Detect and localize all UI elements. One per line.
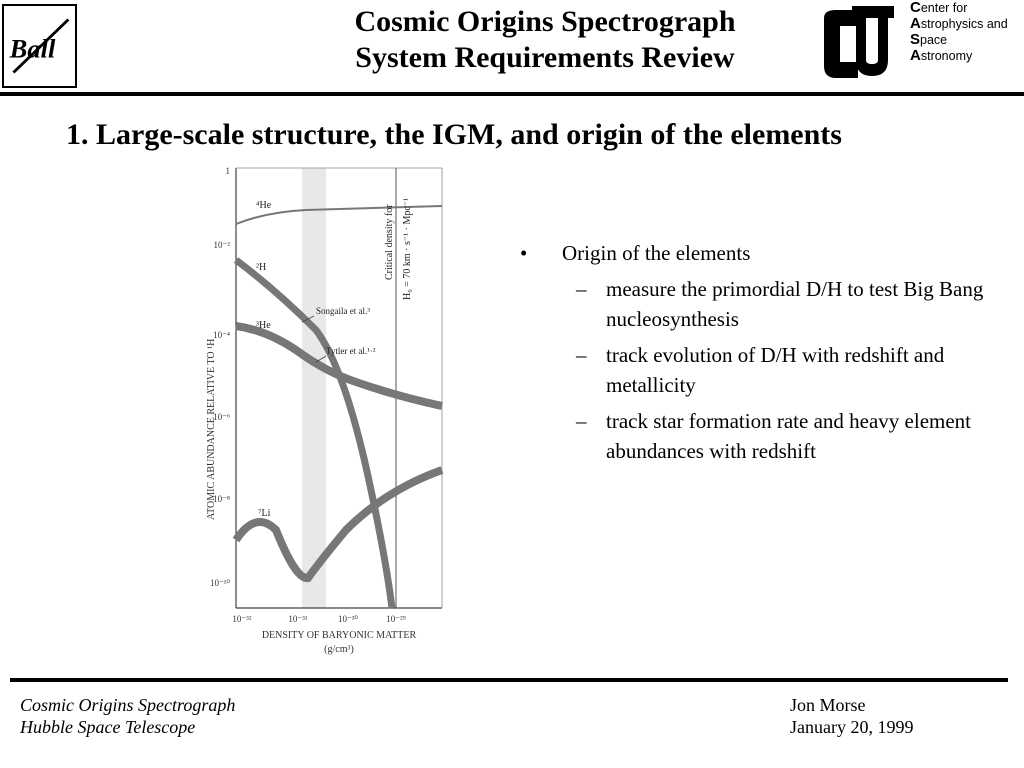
- y-axis-label: ATOMIC ABUNDANCE RELATIVE TO ¹H: [206, 338, 217, 520]
- y-tick-label: 10⁻⁴: [213, 330, 230, 340]
- sub-bullet-marker: –: [576, 277, 587, 301]
- y-tick-label: 10⁻¹⁰: [209, 578, 230, 588]
- y-tick-label: 10⁻⁸: [213, 494, 230, 504]
- y-tick-label: 10⁻⁶: [213, 412, 230, 422]
- footer-telescope: Hubble Space Telescope: [20, 717, 196, 737]
- casa-line: Space: [910, 31, 948, 48]
- x-tick-label: 10⁻³²: [232, 614, 252, 624]
- h2-label: ²H: [256, 262, 267, 273]
- footer-author: Jon Morse: [790, 695, 866, 715]
- ball-logo-mark: [4, 6, 75, 86]
- sub-bullet-text: measure the primordial D/H to test Big Bang nucleosynthesis: [606, 277, 984, 331]
- footer-divider: [10, 678, 1008, 682]
- bullet-marker: •: [520, 241, 528, 265]
- songaila-annotation: Songaila et al.³: [316, 306, 370, 316]
- sub-bullet-item: [520, 340, 1000, 400]
- sub-bullet-marker: –: [576, 409, 587, 433]
- y-tick-label: 10⁻²: [213, 240, 230, 250]
- sub-bullet-text: track star formation rate and heavy element abundances with redshift: [606, 409, 971, 463]
- li7-curve: [236, 470, 442, 578]
- critical-density-label: Critical density for: [384, 204, 395, 280]
- x-tick-label: 10⁻²⁹: [386, 614, 406, 624]
- header-title-line1: Cosmic Origins Spectrograph: [354, 5, 736, 38]
- abundance-figure: [196, 160, 452, 660]
- he3-label: ³He: [256, 320, 271, 331]
- bullet-item: [520, 238, 1000, 268]
- he4-label: ⁴He: [256, 200, 272, 211]
- page-header-title: [300, 4, 790, 76]
- sub-bullet-item: [520, 406, 1000, 466]
- bullet-text: Origin of the elements: [562, 241, 751, 265]
- abundance-plot: [196, 160, 452, 660]
- footer-left: [20, 694, 235, 738]
- footer-right: [790, 694, 913, 738]
- x-axis-label: DENSITY OF BARYONIC MATTER: [261, 630, 417, 641]
- sub-bullet-item: [520, 274, 1000, 334]
- tytler-annotation: Tytler et al.¹·²: [326, 346, 376, 356]
- casa-line: Center for: [910, 0, 968, 16]
- header-title-line2: System Requirements Review: [355, 41, 735, 74]
- casa-line: Astronomy: [910, 47, 973, 64]
- critical-density-value: H₀ = 70 km · s⁻¹ · Mpc⁻¹: [402, 197, 413, 300]
- x-tick-label: 10⁻³⁰: [337, 614, 359, 624]
- measurement-band: [302, 168, 326, 608]
- sub-bullet-marker: –: [576, 343, 587, 367]
- footer-project: Cosmic Origins Spectrograph: [20, 695, 236, 715]
- ball-logo: [2, 4, 77, 88]
- casa-line: Astrophysics and: [910, 15, 1008, 32]
- ball-logo-text: Ball: [9, 33, 56, 64]
- footer-date: January 20, 1999: [790, 717, 914, 737]
- casa-logo-text: [910, 0, 1008, 64]
- x-tick-label: 10⁻³¹: [288, 614, 308, 624]
- header-divider: [0, 92, 1024, 96]
- li7-label: ⁷Li: [258, 508, 271, 519]
- x-axis-unit: (g/cm³): [324, 644, 354, 655]
- section-title: 1. Large-scale structure, the IGM, and origin of the elements: [66, 118, 842, 151]
- bullet-list: [520, 238, 1000, 472]
- sub-bullet-text: track evolution of D/H with redshift and metallicity: [606, 343, 945, 397]
- y-tick-label: 1: [225, 166, 230, 176]
- cu-logo: [818, 4, 896, 84]
